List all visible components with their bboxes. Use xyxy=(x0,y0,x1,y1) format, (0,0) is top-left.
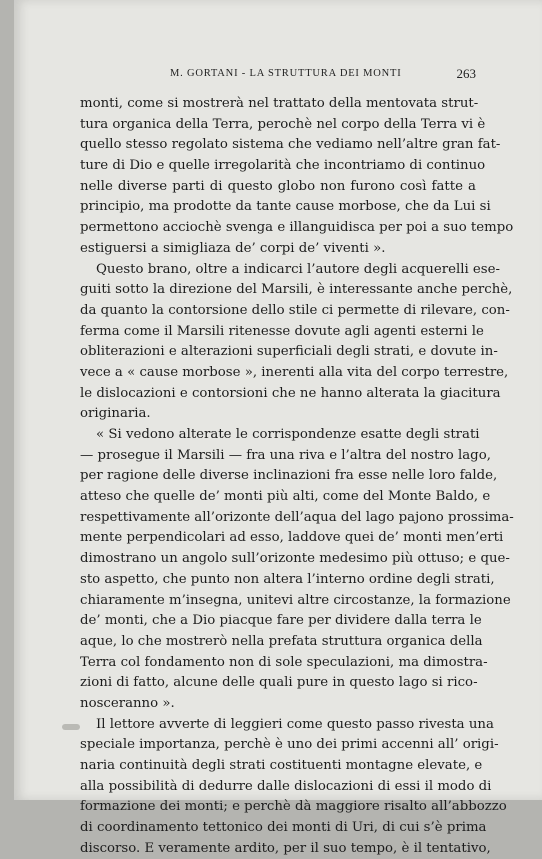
text-line: originaria. xyxy=(80,406,151,422)
text-line: di coordinamento tettonico dei monti di Uri, di cui s’è prima xyxy=(80,820,487,836)
text-line: Terra col fondamento non di sole speculazioni, ma dimostra- xyxy=(80,654,488,670)
text-line: mente perpendicolari ad esso, laddove quei de’ monti men’erti xyxy=(80,530,504,546)
text-line: — prosegue il Marsili — fra una riva e l’altra del nostro lago, xyxy=(80,447,491,463)
text-line: discorso. E veramente ardito, per il suo tempo, è il tentativo, xyxy=(80,840,491,856)
text-line: ferma come il Marsili ritenesse dovute agli agenti esterni le xyxy=(80,323,484,339)
text-line: dimostrano un angolo sull’orizonte medesimo più ottuso; e que- xyxy=(80,551,510,567)
text-line: vece a « cause morbose », inerenti alla vita del corpo terrestre, xyxy=(80,364,509,380)
text-line: Questo brano, oltre a indicarci l’autore degli acquerelli ese- xyxy=(96,261,500,277)
text-line: alla possibilità di dedurre dalle dislocazioni di essi il modo di xyxy=(80,778,492,794)
text-line: tura organica della Terra, perochè nel corpo della Terra vi è xyxy=(80,116,486,132)
text-line: principio, ma prodotte da tante cause morbose, che da Lui si xyxy=(80,199,491,215)
text-line: atteso che quelle de’ monti più alti, come del Monte Baldo, e xyxy=(80,489,491,505)
text-line: chiaramente m’insegna, unitevi altre circostanze, la formazione xyxy=(80,592,511,608)
text-line: le dislocazioni e contorsioni che ne hanno alterata la giacitura xyxy=(80,385,501,401)
text-line: ture di Dio e quelle irregolarità che incontriamo di continuo xyxy=(80,158,486,174)
text-line: nosceranno ». xyxy=(80,695,175,711)
text-line: speciale importanza, perchè è uno dei primi accenni all’ origi- xyxy=(80,737,499,753)
text-line: obliterazioni e alterazioni superficiali degli strati, e dovute in- xyxy=(80,344,498,360)
text-line: « Si vedono alterate le corrispondenze esatte degli strati xyxy=(96,427,480,442)
text-line: zioni di fatto, alcune delle quali pure in questo lago si rico- xyxy=(80,675,478,691)
page-number: 263 xyxy=(456,66,476,81)
ink-smudge xyxy=(62,724,80,730)
text-line: nelle diverse parti di questo globo non furono così fatte a xyxy=(80,178,476,194)
text-line: quello stesso regolato sistema che vediamo nell’altre gran fat- xyxy=(80,137,501,153)
text-line: guiti sotto la direzione del Marsili, è interessante anche perchè, xyxy=(80,282,513,298)
text-line: formazione dei monti; e perchè dà maggiore risalto all’abbozzo xyxy=(80,799,507,815)
page-header xyxy=(80,68,476,84)
text-line: respettivamente all’orizonte dell’aqua del lago pajono prossima- xyxy=(80,509,514,525)
text-line: per ragione delle diverse inclinazioni fra esse nelle loro falde, xyxy=(80,468,498,484)
text-line: de’ monti, che a Dio piacque fare per dividere dalla terra le xyxy=(80,613,482,629)
book-page xyxy=(14,0,542,856)
body-text xyxy=(80,94,514,859)
text-line: Il lettore avverte di leggieri come questo passo rivesta una xyxy=(96,716,494,732)
running-head: M. GORTANI - LA STRUTTURA DEI MONTI xyxy=(170,68,402,79)
text-line: sto aspetto, che punto non altera l’interno ordine degli strati, xyxy=(80,571,495,587)
text-line: da quanto la contorsione dello stile ci permette di rilevare, con- xyxy=(80,302,510,318)
text-line: estiguersi a simigliaza de’ corpi de’ viventi ». xyxy=(80,240,386,256)
text-line: permettono acciochè svenga e illanguidisca per poi a suo tempo xyxy=(80,220,514,236)
text-line: naria continuità degli strati costituenti montagne elevate, e xyxy=(80,758,483,773)
text-line: aque, lo che mostrerò nella prefata struttura organica della xyxy=(80,633,483,649)
text-line: monti, come si mostrerà nel trattato della mentovata strut- xyxy=(80,96,479,111)
